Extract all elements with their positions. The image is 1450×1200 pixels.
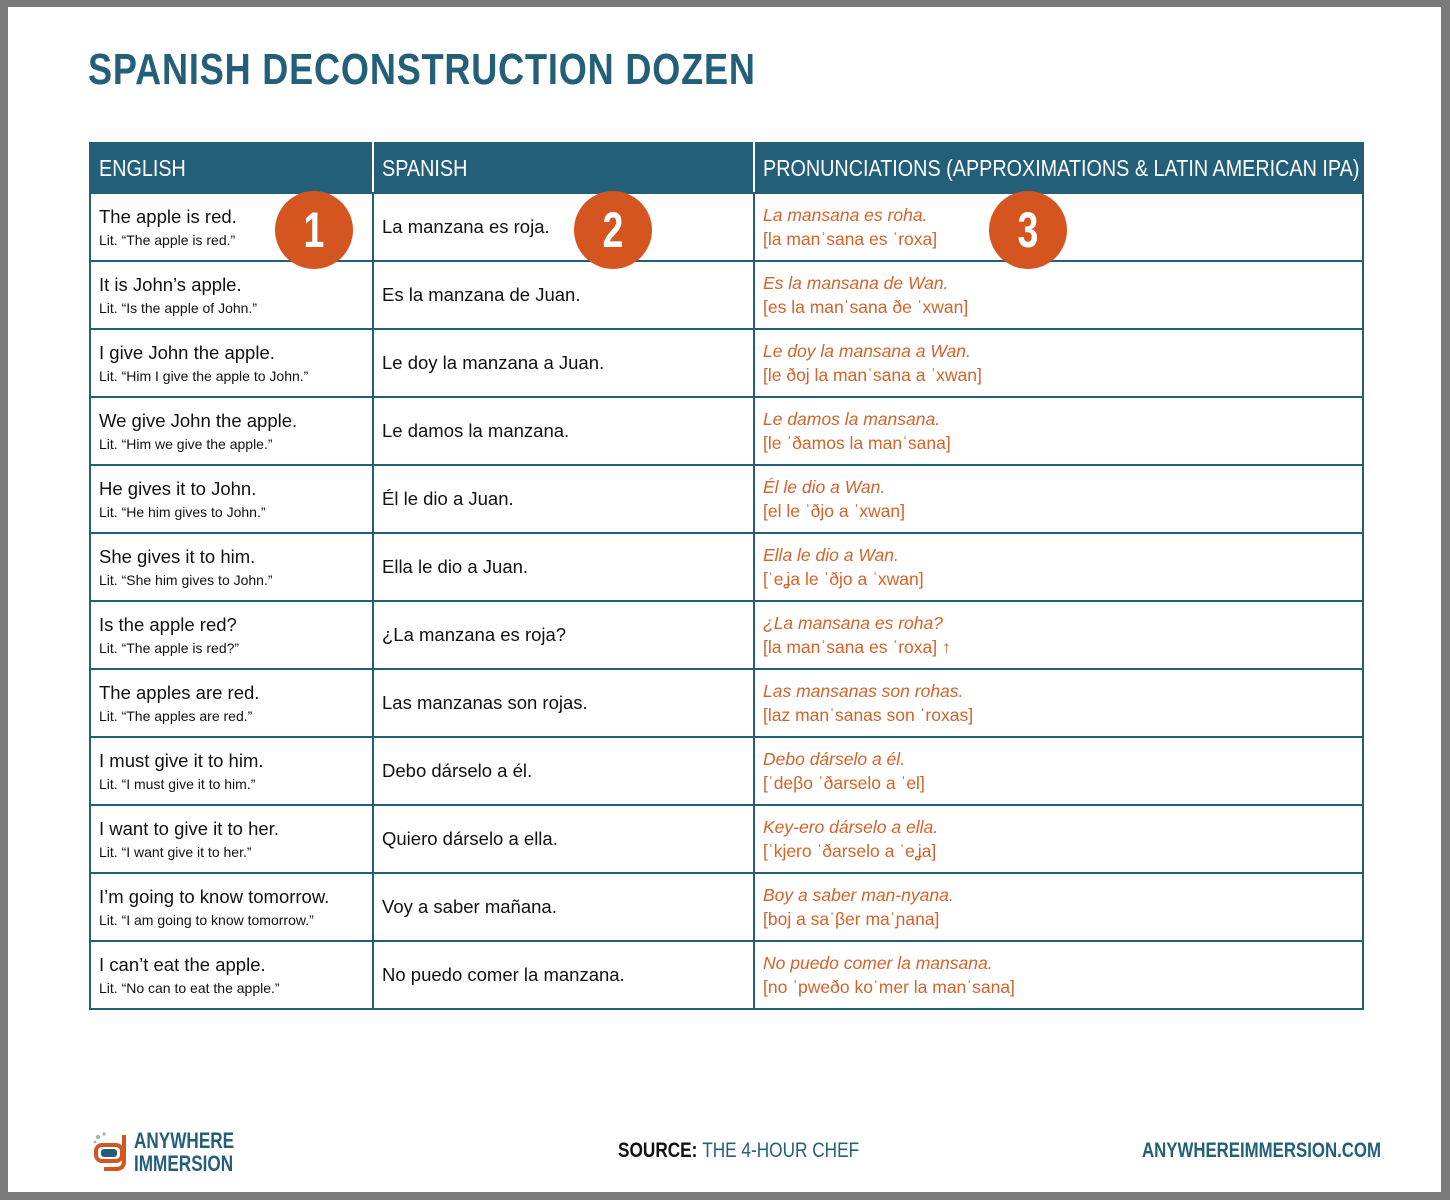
literal-translation: Lit. “I am going to know tomorrow.” [99, 911, 314, 928]
english-cell [90, 805, 373, 873]
english-sentence: I want to give it to her. [99, 817, 279, 839]
pronunciation-ipa: [es la manˈsana ðe ˈxwan] [763, 297, 969, 317]
spanish-sentence: Ella le dio a Juan. [382, 556, 529, 577]
english-cell [90, 737, 373, 805]
worksheet-page [8, 7, 1441, 1192]
pronunciation-cell [754, 669, 1363, 737]
pronunciation-approximation: Le doy la mansana a Wan. [763, 341, 971, 361]
pronunciation-cell [754, 397, 1363, 465]
pronunciation-cell [754, 465, 1363, 533]
english-sentence: I can’t eat the apple. [99, 953, 266, 975]
spanish-cell [373, 193, 754, 261]
spanish-cell [373, 261, 754, 329]
english-sentence: Is the apple red? [99, 613, 237, 635]
literal-translation: Lit. “The apple is red.” [99, 231, 236, 248]
literal-translation: Lit. “Him we give the apple.” [99, 435, 273, 452]
pronunciation-ipa: [boj a saˈβer maˈɲana] [763, 909, 940, 929]
pronunciation-approximation: Boy a saber man-nyana. [763, 885, 954, 905]
pronunciation-approximation: Las mansanas son rohas. [763, 681, 964, 701]
snorkel-mask-icon [92, 1131, 130, 1173]
spanish-sentence: Él le dio a Juan. [382, 488, 514, 509]
pronunciation-ipa: [laz manˈsanas son ˈroxas] [763, 705, 974, 725]
english-cell [90, 397, 373, 465]
english-sentence: He gives it to John. [99, 477, 257, 499]
english-sentence: I’m going to know tomorrow. [99, 885, 330, 907]
spanish-sentence: La manzana es roja. [382, 216, 550, 237]
badge-2: 2 [574, 191, 652, 269]
pronunciation-cell [754, 329, 1363, 397]
pronunciation-cell [754, 941, 1363, 1009]
pronunciation-ipa: [le ðoj la manˈsana a ˈxwan] [763, 365, 982, 385]
english-sentence: It is John’s apple. [99, 273, 242, 295]
english-sentence: The apple is red. [99, 205, 237, 227]
deconstruction-table [89, 142, 1364, 1010]
english-sentence: The apples are red. [99, 681, 260, 703]
spanish-sentence: ¿La manzana es roja? [382, 624, 567, 645]
english-sentence: I give John the apple. [99, 341, 275, 363]
table-row [90, 397, 1363, 465]
pronunciation-approximation: Él le dio a Wan. [763, 477, 886, 497]
table-row [90, 465, 1363, 533]
literal-translation: Lit. “He him gives to John.” [99, 503, 266, 520]
literal-translation: Lit. “The apples are red.” [99, 707, 253, 724]
english-cell [90, 873, 373, 941]
english-cell [90, 261, 373, 329]
spanish-sentence: Es la manzana de Juan. [382, 284, 581, 305]
table-row [90, 941, 1363, 1009]
spanish-cell [373, 465, 754, 533]
pronunciation-cell [754, 261, 1363, 329]
english-sentence: She gives it to him. [99, 545, 256, 567]
table-row [90, 737, 1363, 805]
literal-translation: Lit. “Is the apple of John.” [99, 299, 257, 316]
anywhere-immersion-logo: ANYWHERE IMMERSION [92, 1127, 252, 1177]
website-link[interactable]: ANYWHEREIMMERSION.COM [1142, 1139, 1381, 1162]
pronunciation-approximation: Ella le dio a Wan. [763, 545, 899, 565]
spanish-sentence: Le doy la manzana a Juan. [382, 352, 605, 373]
spanish-cell [373, 533, 754, 601]
pronunciation-approximation: La mansana es roha. [763, 205, 928, 225]
badge-1: 1 [275, 191, 353, 269]
english-cell [90, 941, 373, 1009]
spanish-cell [373, 873, 754, 941]
pronunciation-approximation: Es la mansana de Wan. [763, 273, 949, 293]
english-cell [90, 601, 373, 669]
literal-translation: Lit. “She him gives to John.” [99, 571, 273, 588]
literal-translation: Lit. “The apple is red?” [99, 639, 240, 656]
pronunciation-approximation: No puedo comer la mansana. [763, 953, 993, 973]
table-row [90, 261, 1363, 329]
spanish-sentence: Voy a saber mañana. [382, 896, 557, 917]
spanish-cell [373, 397, 754, 465]
pronunciation-cell [754, 737, 1363, 805]
english-cell [90, 329, 373, 397]
pronunciation-approximation: Debo dárselo a él. [763, 749, 906, 769]
english-cell [90, 533, 373, 601]
header-spanish: SPANISH [373, 143, 754, 193]
table-row [90, 873, 1363, 941]
table-row [90, 533, 1363, 601]
table-row [90, 329, 1363, 397]
english-sentence: I must give it to him. [99, 749, 264, 771]
spanish-sentence: Le damos la manzana. [382, 420, 570, 441]
spanish-sentence: No puedo comer la manzana. [382, 964, 625, 985]
literal-translation: Lit. “I want give it to her.” [99, 843, 252, 860]
pronunciation-ipa: [le ˈðamos la manˈsana] [763, 433, 951, 453]
spanish-cell [373, 941, 754, 1009]
english-cell [90, 669, 373, 737]
page-title: SPANISH DECONSTRUCTION DOZEN [88, 45, 756, 94]
spanish-cell [373, 329, 754, 397]
literal-translation: Lit. “I must give it to him.” [99, 775, 256, 792]
spanish-cell [373, 737, 754, 805]
pronunciation-approximation: Le damos la mansana. [763, 409, 941, 429]
pronunciation-ipa: [ˈdeβo ˈðarselo a ˈel] [763, 773, 925, 793]
header-english: ENGLISH [90, 143, 373, 193]
badge-3: 3 [989, 191, 1067, 269]
spanish-cell [373, 805, 754, 873]
spanish-cell [373, 601, 754, 669]
table-row [90, 669, 1363, 737]
header-pronunciations: PRONUNCIATIONS (APPROXIMATIONS & LATIN AMERICAN IPA) [754, 143, 1363, 193]
pronunciation-approximation: Key-ero dárselo a ella. [763, 817, 939, 837]
pronunciation-ipa: [la manˈsana es ˈroxa] ↑ [763, 637, 951, 657]
table-row [90, 601, 1363, 669]
spanish-cell [373, 669, 754, 737]
english-cell [90, 465, 373, 533]
source-credit: SOURCE: THE 4-HOUR CHEF [618, 1139, 860, 1162]
pronunciation-cell [754, 805, 1363, 873]
spanish-sentence: Las manzanas son rojas. [382, 692, 588, 713]
pronunciation-ipa: [el le ˈðjo a ˈxwan] [763, 501, 906, 521]
pronunciation-cell [754, 601, 1363, 669]
pronunciation-cell [754, 873, 1363, 941]
table-header-row [90, 143, 1363, 193]
table-row [90, 805, 1363, 873]
spanish-sentence: Debo dárselo a él. [382, 760, 533, 781]
pronunciation-cell [754, 533, 1363, 601]
pronunciation-ipa: [ˈeʝa le ˈðjo a ˈxwan] [763, 569, 924, 589]
literal-translation: Lit. “No can to eat the apple.” [99, 979, 280, 996]
literal-translation: Lit. “Him I give the apple to John.” [99, 367, 309, 384]
english-sentence: We give John the apple. [99, 409, 298, 431]
spanish-sentence: Quiero dárselo a ella. [382, 828, 558, 849]
pronunciation-ipa: [no ˈpweðo koˈmer la manˈsana] [763, 977, 1015, 997]
pronunciation-ipa: [la manˈsana es ˈroxa] [763, 229, 938, 249]
pronunciation-approximation: ¿La mansana es roha? [763, 613, 943, 633]
pronunciation-ipa: [ˈkjero ˈðarselo a ˈeʝa] [763, 841, 937, 861]
